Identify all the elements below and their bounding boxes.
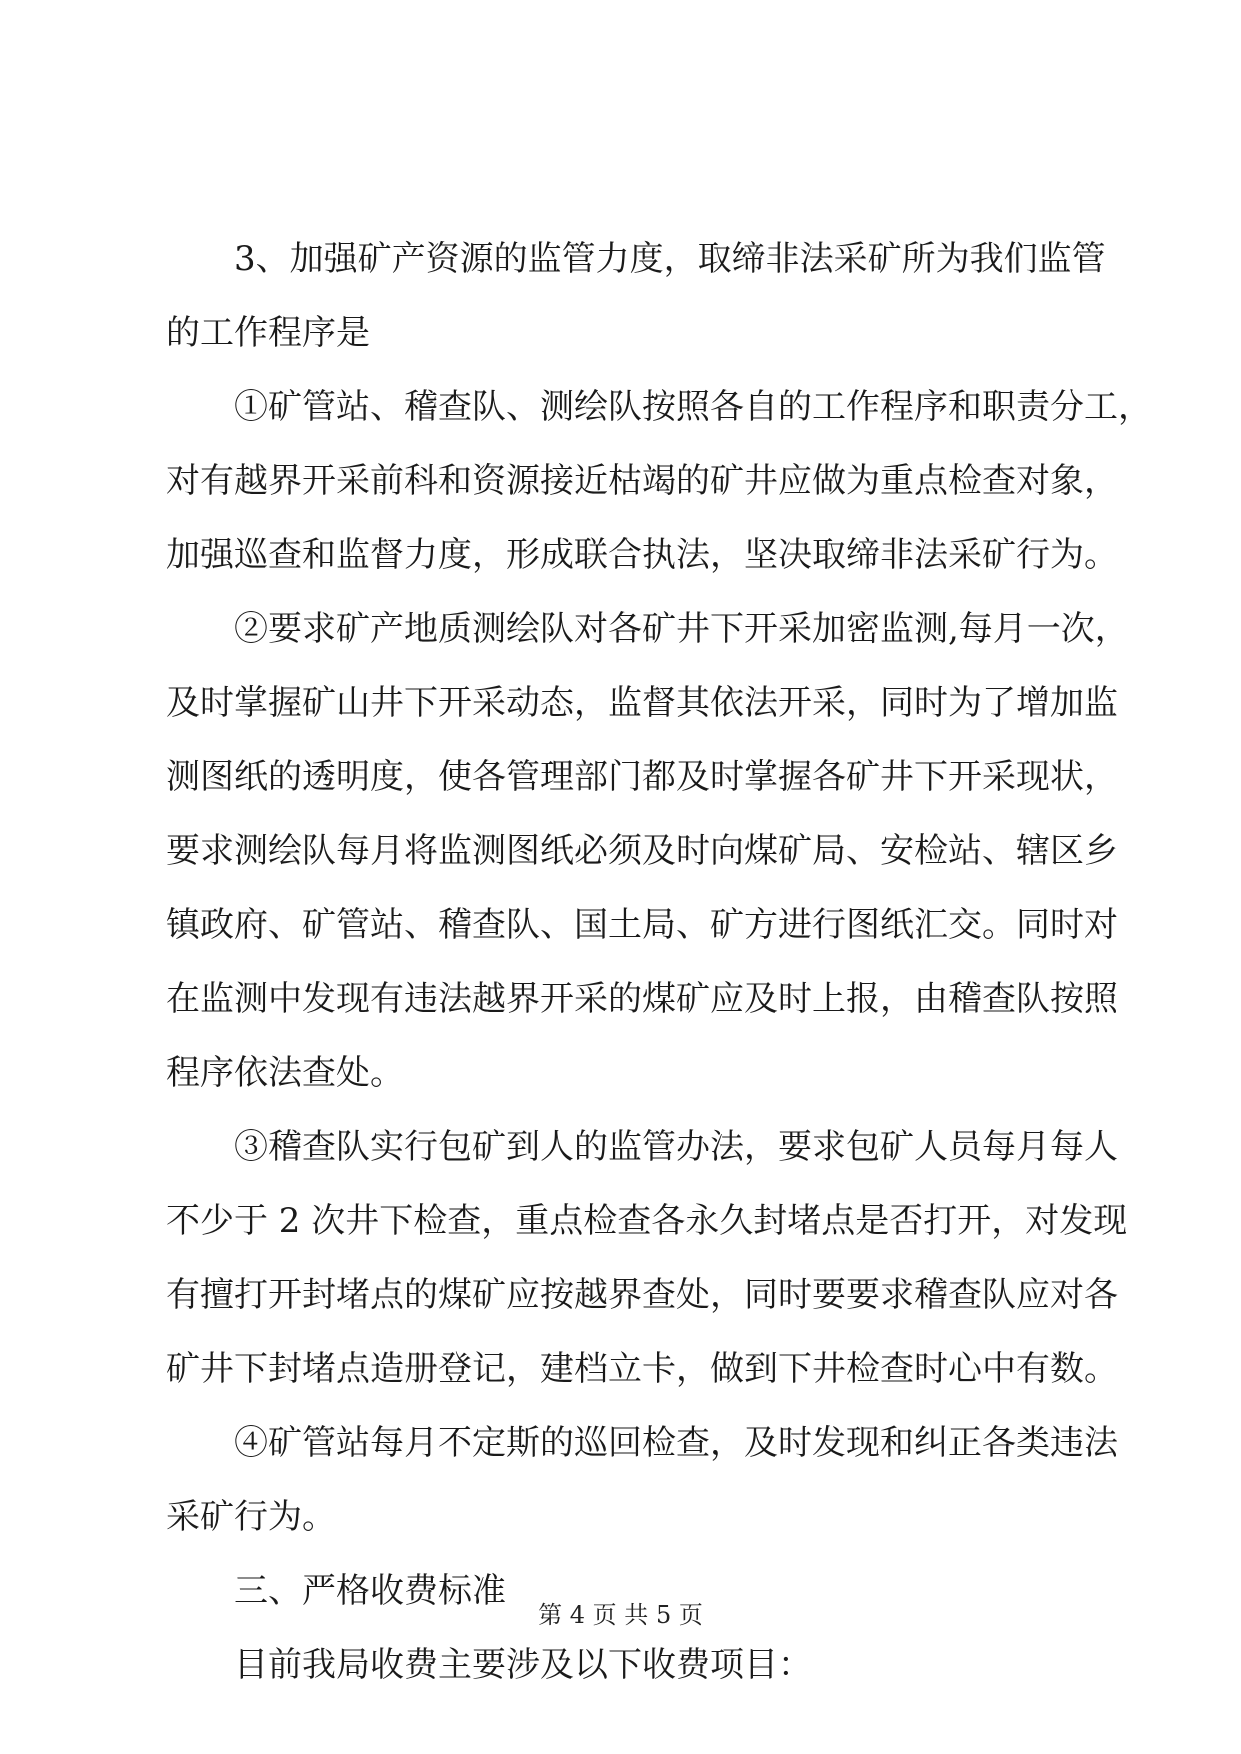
item-2-line-2: 及时掌握矿山井下开采动态，监督其依法开采，同时为了增加监 [166, 683, 1118, 723]
item-2-line-6: 在监测中发现有违法越界开采的煤矿应及时上报，由稽查队按照 [166, 979, 1118, 1019]
item-2-line-4: 要求测绘队每月将监测图纸必须及时向煤矿局、安检站、辖区乡 [166, 831, 1118, 871]
document-body [166, 222, 1152, 1702]
section-heading-3: 三、严格收费标准 [234, 1571, 506, 1611]
item-2-line-5: 镇政府、矿管站、稽查队、国土局、矿方进行图纸汇交。同时对 [166, 905, 1118, 945]
page-number-footer: 第 4 页 共 5 页 [538, 1601, 703, 1629]
item-3-line-4: 矿井下封堵点造册登记，建档立卡，做到下井检查时心中有数。 [166, 1349, 1118, 1389]
item-1-line-2: 对有越界开采前科和资源接近枯竭的矿井应做为重点检查对象， [166, 461, 1118, 501]
item-1-line-1: ①矿管站、稽查队、测绘队按照各自的工作程序和职责分工， [234, 387, 1152, 427]
paragraph-3-line-1: 3、加强矿产资源的监管力度，取缔非法采矿所为我们监管 [234, 239, 1106, 279]
item-4-line-2: 采矿行为。 [166, 1497, 336, 1537]
item-2-line-1: ②要求矿产地质测绘队对各矿井下开采加密监测,每月一次， [234, 609, 1129, 649]
item-1-line-3: 加强巡查和监督力度，形成联合执法，坚决取缔非法采矿行为。 [166, 535, 1118, 575]
paragraph-3-line-2: 的工作程序是 [166, 313, 370, 353]
item-3-line-1: ③稽查队实行包矿到人的监管办法，要求包矿人员每月每人 [234, 1127, 1118, 1167]
item-4-line-1: ④矿管站每月不定斯的巡回检查，及时发现和纠正各类违法 [234, 1423, 1118, 1463]
item-2-line-7: 程序依法查处。 [166, 1053, 404, 1093]
fee-intro-line: 目前我局收费主要涉及以下收费项目： [234, 1645, 812, 1685]
item-3-line-3: 有擅打开封堵点的煤矿应按越界查处，同时要要求稽查队应对各 [166, 1275, 1118, 1315]
item-3-line-2: 不少于 2 次井下检查，重点检查各永久封堵点是否打开，对发现 [166, 1201, 1128, 1241]
item-2-line-3: 测图纸的透明度，使各管理部门都及时掌握各矿井下开采现状， [166, 757, 1118, 797]
